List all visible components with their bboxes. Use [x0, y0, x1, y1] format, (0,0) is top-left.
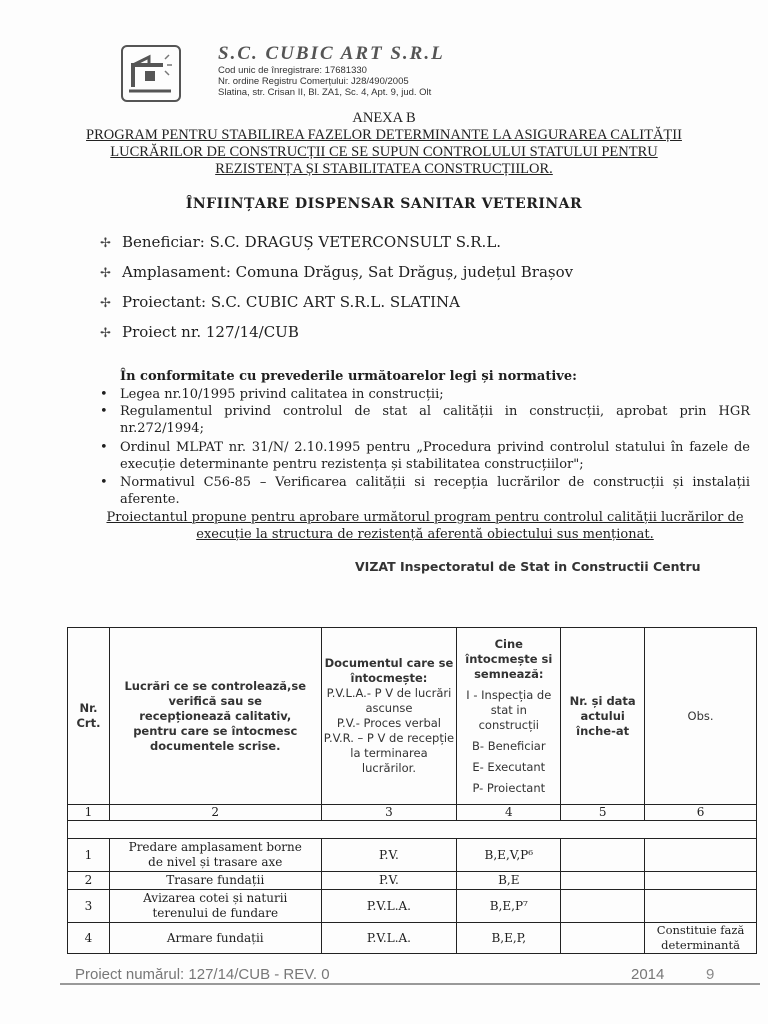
detail-text: Proiectant: S.C. CUBIC ART S.R.L. SLATINA — [122, 293, 460, 311]
detail-text: Proiect nr. 127/14/CUB — [122, 323, 299, 341]
bullet-dot-icon: • — [100, 387, 108, 402]
footer-project-number: Proiect numărul: 127/14/CUB - REV. 0 — [75, 966, 330, 983]
pushpin-bullet-icon: ✢ — [100, 326, 111, 341]
row-work: Predare amplasament borne de nivel și trasare axe — [109, 839, 321, 872]
normative-item — [100, 403, 750, 437]
company-address: Slatina, str. Crisan II, Bl. ZA1, Sc. 4, Apt. 9, jud. Olt — [218, 87, 432, 98]
trade-registry: Nr. ordine Registru Comerțului: J28/490/2005 — [218, 76, 409, 87]
detail-text: Beneficiar: S.C. DRAGUȘ VETERCONSULT S.R.L. — [122, 233, 502, 251]
header-observations: Obs. — [645, 628, 757, 805]
header-who-executor: E- Executant — [472, 759, 546, 774]
table-row — [68, 872, 757, 890]
company-logo — [121, 45, 181, 102]
header-who-signs — [457, 628, 561, 805]
normative-text: Legea nr.10/1995 privind calitatea in construcții; — [120, 387, 444, 402]
row-obs — [645, 872, 757, 890]
detail-designer — [100, 293, 460, 311]
normative-text: Regulamentul privind controlul de stat al calității in construcții, aprobat prin HGR nr.272/1994; — [120, 404, 750, 436]
registration-code: Cod unic de înregistrare: 17681330 — [218, 65, 367, 76]
normative-item — [100, 474, 750, 508]
row-act — [561, 839, 645, 872]
row-nr: 1 — [68, 839, 110, 872]
row-who: B,E,V,P⁶ — [457, 839, 561, 872]
column-number: 2 — [109, 805, 321, 821]
column-number: 4 — [457, 805, 561, 821]
table-row — [68, 923, 757, 954]
normative-item — [100, 386, 750, 403]
annex-label: ANEXA B — [352, 110, 416, 126]
table-row — [68, 839, 757, 872]
row-obs — [645, 890, 757, 923]
company-name: S.C. CUBIC ART S.R.L — [218, 43, 445, 64]
column-number: 6 — [645, 805, 757, 821]
row-act — [561, 923, 645, 954]
row-act — [561, 890, 645, 923]
header-act-number: Nr. și data actului înche-at — [561, 628, 645, 805]
row-who: B,E,P, — [457, 923, 561, 954]
column-number: 5 — [561, 805, 645, 821]
program-title-line-2: LUCRĂRILOR DE CONSTRUCȚII CE SE SUPUN CONTROLULUI STATULUI PENTRU — [110, 144, 658, 160]
header-document-title: Documentul care se întocmește: — [324, 656, 454, 685]
pushpin-bullet-icon: ✢ — [100, 296, 111, 311]
header-works: Lucrări ce se controlează,se verifică sau se recepționează calitativ, pentru care se întocmesc documentele scrise. — [109, 628, 321, 805]
header-document — [321, 628, 457, 805]
normatives-intro: În conformitate cu prevederile următoarelor legi și normative: — [120, 369, 577, 384]
row-who: B,E,P⁷ — [457, 890, 561, 923]
pushpin-bullet-icon: ✢ — [100, 236, 111, 251]
row-document: P.V.L.A. — [321, 923, 457, 954]
row-nr: 3 — [68, 890, 110, 923]
column-number-row — [68, 805, 757, 821]
footer-divider — [60, 983, 760, 985]
approval-stamp-label: VIZAT Inspectoratul de Stat in Constructii Centru — [355, 559, 701, 574]
row-work: Trasare fundații — [109, 872, 321, 890]
header-who-designer: P- Proiectant — [472, 780, 546, 795]
normative-text: Normativul C56-85 – Verificarea calității si recepția lucrărilor de construcții și instalații aferente. — [120, 475, 750, 507]
column-number: 3 — [321, 805, 457, 821]
detail-project-number — [100, 323, 299, 341]
row-nr: 2 — [68, 872, 110, 890]
table-row — [68, 890, 757, 923]
footer-page-number: 9 — [706, 966, 715, 983]
header-who-title: Cine întocmește si semnează: — [465, 636, 553, 681]
table-header-row — [68, 628, 757, 805]
bullet-dot-icon: • — [100, 404, 108, 419]
row-nr: 4 — [68, 923, 110, 954]
row-obs: Constituie fază determinantă — [645, 923, 757, 954]
header-nr-crt: Nr. Crt. — [68, 628, 110, 805]
header-document-pvr: P.V.R. – P V de recepție la terminarea lucrărilor. — [323, 731, 455, 775]
detail-beneficiary — [100, 233, 501, 251]
row-document: P.V.L.A. — [321, 890, 457, 923]
header-who-inspection: I - Inspecția de stat in construcții — [466, 687, 552, 732]
footer-year: 2014 — [631, 966, 665, 983]
row-document: P.V. — [321, 839, 457, 872]
quality-control-table — [67, 627, 757, 954]
program-title-line-3: REZISTENȚA ȘI STABILITATEA CONSTRUCȚIILOR. — [215, 161, 553, 177]
normative-text: Ordinul MLPAT nr. 31/N/ 2.10.1995 pentru „Procedura privind controlul statului în fazele de execuție determinante pentru rezistența și stabilitatea construcțiilor"; — [120, 440, 750, 472]
project-title: ÎNFIINȚARE DISPENSAR SANITAR VETERINAR — [185, 196, 583, 212]
row-who: B,E — [457, 872, 561, 890]
bullet-dot-icon: • — [100, 475, 108, 490]
row-document: P.V. — [321, 872, 457, 890]
crane-logo-icon — [123, 47, 179, 100]
row-obs — [645, 839, 757, 872]
spacer-cell — [68, 821, 757, 839]
pushpin-bullet-icon: ✢ — [100, 266, 111, 281]
header-who-beneficiary: B- Beneficiar — [472, 738, 546, 753]
detail-location — [100, 263, 573, 281]
program-title-line-1: PROGRAM PENTRU STABILIREA FAZELOR DETERMINANTE LA ASIGURAREA CALITĂȚII — [86, 127, 682, 143]
bullet-dot-icon: • — [100, 440, 108, 455]
spacer-row — [68, 821, 757, 839]
row-work: Armare fundații — [109, 923, 321, 954]
normative-item — [100, 439, 750, 473]
row-work: Avizarea cotei și naturii terenului de fundare — [109, 890, 321, 923]
detail-text: Amplasament: Comuna Drăguș, Sat Drăguș, județul Brașov — [122, 263, 574, 281]
row-act — [561, 872, 645, 890]
header-document-pvla: P.V.L.A.- P V de lucrări ascunse — [326, 686, 452, 715]
column-number: 1 — [68, 805, 110, 821]
designer-proposal: Proiectantul propune pentru aprobare următorul program pentru controlul calității lucrărilor de execuție la structura de rezistență aferentă obiectului sus menționat. — [106, 510, 744, 542]
header-document-pv: P.V.- Proces verbal — [336, 716, 441, 730]
